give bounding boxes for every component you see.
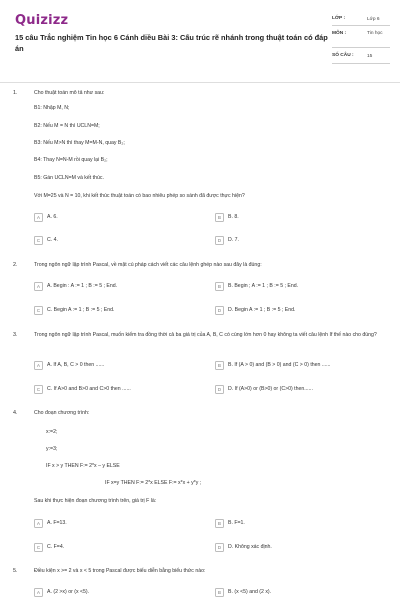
option-letter-d: D bbox=[215, 385, 224, 394]
question-text: B5: Gán UCLN=M và kết thúc. bbox=[34, 175, 104, 181]
option-letter-b: B bbox=[215, 213, 224, 222]
option-text: C. 4. bbox=[47, 237, 58, 243]
question-text: Điều kiện x >= 2 và x < 5 trong Pascal được biểu diễn bằng biểu thức nào: bbox=[34, 568, 206, 574]
option-a[interactable] bbox=[34, 212, 58, 222]
option-b[interactable] bbox=[215, 360, 331, 370]
meta-count-value: 15 bbox=[367, 54, 373, 59]
option-text: B. 8. bbox=[228, 214, 239, 220]
option-text: D. Begin A := 1 ; B := 5 ; End. bbox=[228, 307, 296, 313]
worksheet-title: 15 câu Trắc nghiệm Tin học 6 Cánh diều Bài 3: Cấu trúc rẽ nhánh trong thuật toán có đáp án bbox=[15, 33, 328, 53]
option-b[interactable] bbox=[215, 518, 245, 528]
option-a[interactable] bbox=[34, 518, 67, 528]
option-letter-a: A bbox=[34, 282, 43, 291]
option-c[interactable] bbox=[34, 305, 114, 315]
option-letter-d: D bbox=[215, 236, 224, 245]
meta-subject-label: MÔN : bbox=[332, 31, 347, 36]
question-text: B4: Thay N=N-M rồi quay lại B₂; bbox=[34, 157, 108, 163]
option-letter-b: B bbox=[215, 361, 224, 370]
option-text: C. If A>0 and B>0 and C>0 then ...... bbox=[47, 386, 131, 392]
question-text: Cho thuật toán mô tả như sau: bbox=[34, 90, 105, 96]
option-letter-a: A bbox=[34, 519, 43, 528]
option-text: A. If A, B, C > 0 then ...... bbox=[47, 362, 105, 368]
question-number: 1. bbox=[13, 90, 18, 96]
header-divider bbox=[0, 82, 400, 83]
option-text: B. F=1. bbox=[228, 520, 245, 526]
option-c[interactable] bbox=[34, 384, 131, 394]
worksheet-meta bbox=[332, 13, 390, 64]
option-letter-c: C bbox=[34, 385, 43, 394]
option-text: D. 7. bbox=[228, 237, 239, 243]
option-text: A. 6. bbox=[47, 214, 58, 220]
meta-class-row bbox=[332, 13, 390, 26]
option-d[interactable] bbox=[215, 305, 295, 315]
option-d[interactable] bbox=[215, 235, 239, 245]
option-letter-a: A bbox=[34, 588, 43, 597]
option-c[interactable] bbox=[34, 235, 58, 245]
question-text: B2: Nếu M = N thì UCLN=M; bbox=[34, 123, 100, 129]
option-letter-a: A bbox=[34, 361, 43, 370]
meta-subject-value: Tin học bbox=[367, 31, 383, 36]
question-text: Với M=25 và N = 10, khi kết thúc thuật toán có bao nhiêu phép so sánh đã được thực hiện? bbox=[34, 193, 245, 199]
question-text: B3: Nếu M>N thì thay M=M-N, quay B₂; bbox=[34, 140, 125, 146]
option-letter-c: C bbox=[34, 236, 43, 245]
option-b[interactable] bbox=[215, 281, 298, 291]
option-letter-d: D bbox=[215, 306, 224, 315]
question-text: Trong ngôn ngữ lập trình Pascal, muốn kiểm tra đồng thời cả ba giá trị của A, B, C có cùng lớn hơn 0 hay không ta viết câu lệnh If thế nào cho đúng? bbox=[34, 332, 377, 338]
option-text: A. Begin : A := 1 ; B := 5 ; End. bbox=[47, 283, 118, 289]
option-text: A. (2 >x) or (x <5). bbox=[47, 589, 90, 595]
option-text: C. F=4. bbox=[47, 544, 65, 550]
option-letter-c: C bbox=[34, 543, 43, 552]
meta-count-label: SỐ CÂU : bbox=[332, 53, 354, 58]
question-number: 2. bbox=[13, 262, 18, 268]
option-text: D. Không xác định. bbox=[228, 544, 272, 550]
question-number: 3. bbox=[13, 332, 18, 338]
option-a[interactable] bbox=[34, 360, 104, 370]
option-b[interactable] bbox=[215, 212, 239, 222]
option-text: A. F=13. bbox=[47, 520, 67, 526]
option-b[interactable] bbox=[215, 587, 271, 597]
question-number: 4. bbox=[13, 410, 18, 416]
option-letter-b: B bbox=[215, 519, 224, 528]
meta-class-label: LỚP : bbox=[332, 16, 346, 21]
option-letter-d: D bbox=[215, 543, 224, 552]
option-letter-b: B bbox=[215, 588, 224, 597]
meta-class-value: Lớp 6 bbox=[367, 17, 380, 22]
worksheet-header bbox=[0, 0, 400, 88]
option-letter-c: C bbox=[34, 306, 43, 315]
option-a[interactable] bbox=[34, 587, 89, 597]
option-text: B. If (A > 0) and (B > 0) and (C > 0) then ...... bbox=[228, 362, 331, 368]
code-line: IF x > y THEN F:= 2*x – y ELSE bbox=[46, 463, 120, 469]
question-number: 5. bbox=[13, 568, 18, 574]
code-line: IF x=y THEN F:= 2*x ELSE F:= x*x + y*y ; bbox=[105, 480, 202, 486]
option-a[interactable] bbox=[34, 281, 117, 291]
question-text: Cho đoạn chương trình: bbox=[34, 410, 90, 416]
option-d[interactable] bbox=[215, 542, 272, 552]
code-line: x:=2; bbox=[46, 429, 58, 435]
option-text: B. (x <5) and (2 x). bbox=[228, 589, 272, 595]
option-c[interactable] bbox=[34, 542, 64, 552]
meta-subject-row bbox=[332, 26, 390, 48]
option-text: C. Begin A := 1 ; B := 5 ; End. bbox=[47, 307, 115, 313]
meta-count-row bbox=[332, 48, 390, 64]
option-letter-b: B bbox=[215, 282, 224, 291]
option-text: D. If (A>0) or (B>0) or (C>0) then...... bbox=[228, 386, 313, 392]
option-d[interactable] bbox=[215, 384, 313, 394]
question-text: Sau khi thực hiện đoạn chương trình trên, giá trị F là: bbox=[34, 498, 157, 504]
option-text: B. Begin ; A := 1 ; B := 5 ; End. bbox=[228, 283, 299, 289]
question-text: Trong ngôn ngữ lập trình Pascal, về mặt cú pháp cách viết các câu lệnh ghép nào sau đây là đúng: bbox=[34, 262, 262, 268]
quizizz-logo[interactable]: Quizizz bbox=[15, 13, 69, 28]
question-text: B1: Nhập M, N; bbox=[34, 105, 70, 111]
code-line: y:=3; bbox=[46, 446, 58, 452]
option-letter-a: A bbox=[34, 213, 43, 222]
